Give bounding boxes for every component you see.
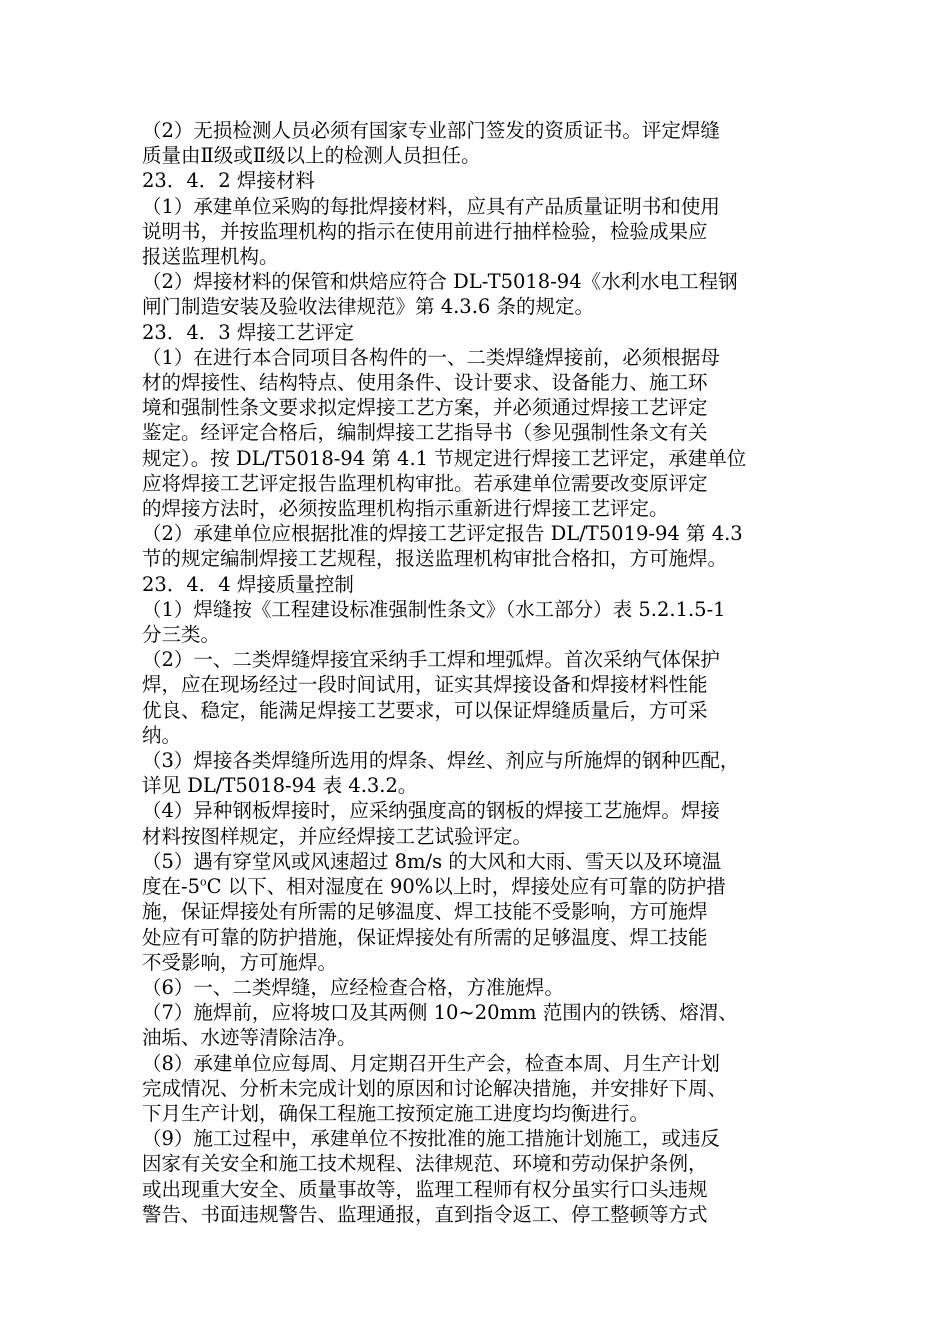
text-line: 的焊接方法时，必须按监理机构指示重新进行焊接工艺评定。: [142, 497, 669, 521]
text-line-temperature: [142, 874, 812, 899]
section-heading: 23．4．3 焊接工艺评定: [142, 320, 354, 344]
text-line: （8）承建单位应每周、月定期召开生产会，检查本周、月生产计划: [142, 1051, 720, 1075]
text-line: （2）无损检测人员必须有国家专业部门签发的资质证书。评定焊缝: [142, 119, 720, 142]
text-line: 说明书，并按监理机构的指示在使用前进行抽样检验，检验成果应: [142, 219, 708, 243]
temp-before: 度在-5: [142, 875, 200, 899]
text-line: 详见 DL/T5018-94 表 4.3.2。: [142, 774, 418, 798]
text-line: （4）异种钢板焊接时，应采纳强度高的钢板的焊接工艺施焊。焊接: [142, 799, 720, 823]
text-line: 规定）。按 DL/T5018-94 第 4.1 节规定进行焊接工艺评定，承建单位: [142, 446, 747, 470]
text-line: 处应有可靠的防护措施，保证焊接处有所需的足够温度、焊工技能: [142, 925, 708, 949]
text-line: （3）焊接各类焊缝所选用的焊条、焊丝、剂应与所施焊的钢种匹配，: [142, 749, 740, 773]
text-line: （9）施工过程中，承建单位不按批准的施工措施计划施工，或违反: [142, 1127, 720, 1151]
section-heading: 23．4．2 焊接材料: [142, 169, 315, 193]
text-line: 境和强制性条文要求拟定焊接工艺方案，并必须通过焊接工艺评定: [142, 396, 708, 420]
text-line: 节的规定编制焊接工艺规程，报送监理机构审批合格扣，方可施焊。: [142, 547, 728, 571]
section-heading: 23．4．4 焊接质量控制: [142, 572, 354, 596]
text-line: 或出现重大安全、质量事故等，监理工程师有权分虽实行口头违规: [142, 1177, 708, 1201]
text-line: 不受影响，方可施焊。: [142, 950, 338, 974]
text-line: （2）焊接材料的保管和烘焙应符合 DL-T5018-94《水利水电工程钢: [142, 270, 738, 294]
text-line: 下月生产计划，确保工程施工按预定施工进度均均衡进行。: [142, 1101, 650, 1125]
temp-after: C 以下、相对湿度在 90%以上时，焊接处应有可靠的防护措: [206, 875, 726, 899]
text-line: 焊，应在现场经过一段时间试用，证实其焊接设备和焊接材料性能: [142, 673, 708, 697]
degree-superscript: o: [200, 875, 207, 889]
text-line: 纳。: [142, 723, 182, 747]
text-line: 报送监理机构。: [142, 245, 279, 269]
text-line: 警告、书面违规警告、监理通报，直到指令返工、停工整顿等方式: [142, 1202, 708, 1226]
text-line: 完成情况、分析未完成计划的原因和讨论解决措施，并安排好下周、: [142, 1076, 728, 1100]
text-line: 材料按图样规定，并应经焊接工艺试验评定。: [142, 824, 533, 848]
text-line: （6）一、二类焊缝，应经检查合格，方准施焊。: [142, 975, 564, 999]
text-line: （1）承建单位采购的每批焊接材料，应具有产品质量证明书和使用: [142, 194, 720, 218]
text-line: 施，保证焊接处有所需的足够温度、焊工技能不受影响，方可施焊: [142, 900, 708, 924]
text-line: 优良、稳定，能满足焊接工艺要求，可以保证焊缝质量后，方可采: [142, 698, 708, 722]
document-body: [142, 118, 812, 1227]
text-line: （2）一、二类焊缝焊接宜采纳手工焊和埋弧焊。首次采纳气体保护: [142, 648, 720, 672]
text-line: （5）遇有穿堂风或风速超过 8m/s 的大风和大雨、雪天以及环境温: [142, 849, 722, 873]
text-line: 材的焊接性、结构特点、使用条件、设计要求、设备能力、施工环: [142, 371, 708, 395]
text-line: 因家有关安全和施工技术规程、法律规范、环境和劳动保护条例，: [142, 1152, 708, 1176]
text-line: 闸门制造安装及验收法律规范》第 4.3.6 条的规定。: [142, 295, 595, 319]
text-line: 鉴定。经评定合格后，编制焊接工艺指导书（参见强制性条文有关: [142, 421, 708, 445]
text-line: 质量由Ⅱ级或Ⅱ级以上的检测人员担任。: [142, 144, 481, 168]
text-line: 应将焊接工艺评定报告监理机构审批。若承建单位需要改变原评定: [142, 471, 708, 495]
text-line: （7）施焊前，应将坡口及其两侧 10~20mm 范围内的铁锈、熔渭、: [142, 1001, 738, 1025]
text-line: （2）承建单位应根据批准的焊接工艺评定报告 DL/T5019-94 第 4.3: [142, 522, 743, 546]
text-line: 油垢、水迹等清除洁净。: [142, 1026, 357, 1050]
text-line: （1）在进行本合同项目各构件的一、二类焊缝焊接前，必须根据母: [142, 345, 720, 369]
text-line: （1）焊缝按《工程建设标准强制性条文》（水工部分）表 5.2.1.5-1: [142, 597, 726, 621]
text-line: 分三类。: [142, 623, 221, 647]
